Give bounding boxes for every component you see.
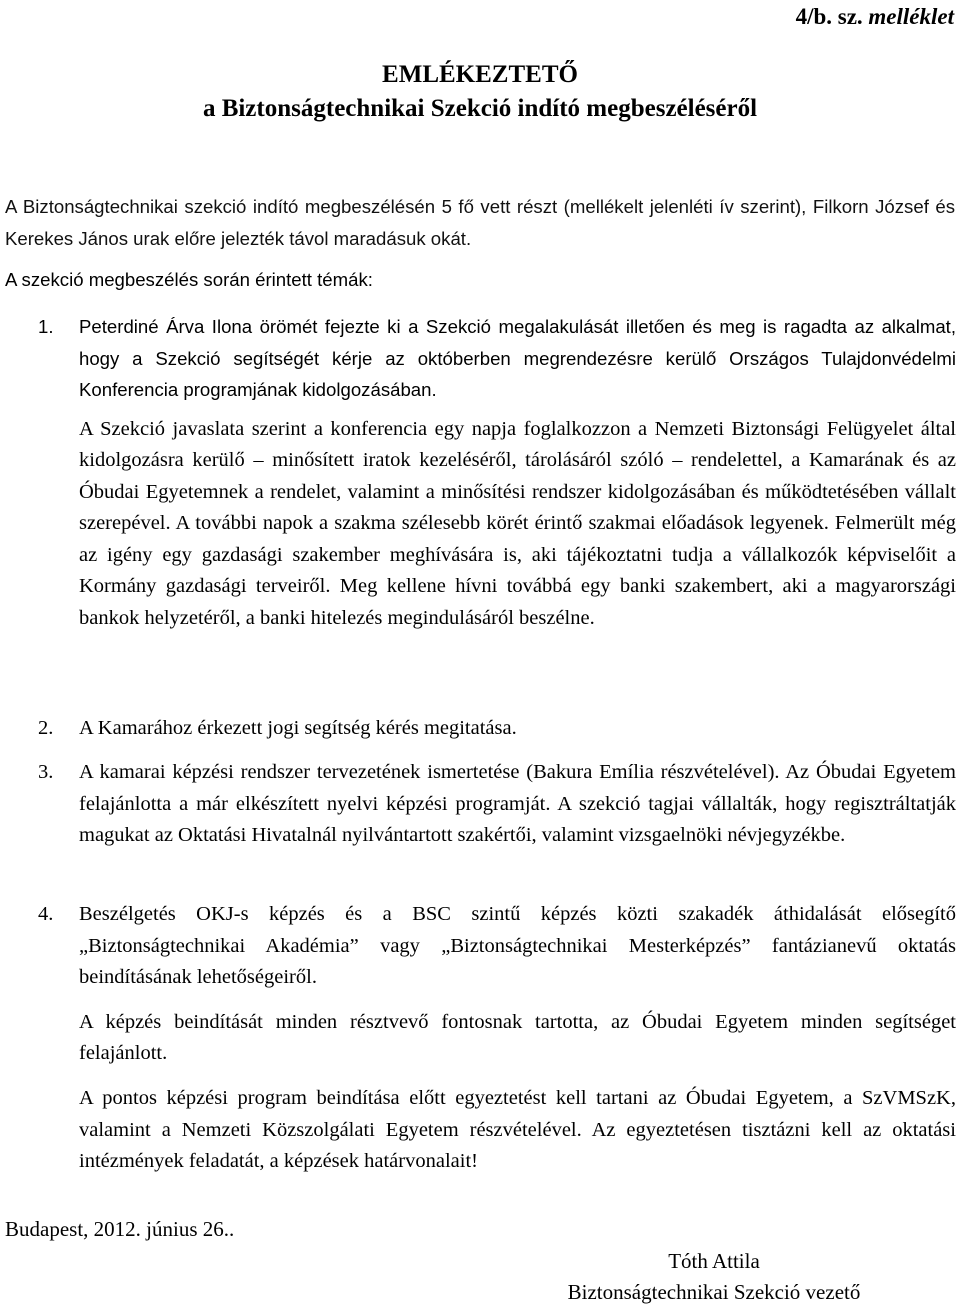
topic-paragraph: A képzés beindítását minden résztvevő fontosnak tartotta, az Óbudai Egyetem minden segítséget felajánlott. <box>79 1010 956 1065</box>
topic-paragraph: A kamarai képzési rendszer tervezetének ismertetése (Bakura Emília részvételével). Az Óbudai Egyetem felajánlotta a már elkészített nyelvi képzési programját. A szekció tagjai vállalták, hogy regisztráltatják magukat az Oktatási Hivatalnál nyilvántartott szakértői, valamint vizsgaelnöki névjegyzékbe. <box>79 761 956 847</box>
topic-paragraph: Peterdiné Árva Ilona örömét fejezte ki a Szekció megalakulását illetően és meg is ragadta az alkalmat, hogy a Szekció segítségét kérje az októberben megrendezésre kerülő Országos Tulajdonvédelmi Konferencia programjának kidolgozásában. <box>79 316 956 401</box>
topics-heading: A szekció megbeszélés során érintett témák: <box>5 269 373 290</box>
document-title <box>0 58 960 126</box>
topic-number: 2. <box>38 717 54 739</box>
topic-paragraph: A Kamarához érkezett jogi segítség kérés megitatása. <box>79 717 517 739</box>
place-date: Budapest, 2012. június 26.. <box>5 1217 235 1241</box>
topic-item-4 <box>38 899 956 1178</box>
topic-item-2 <box>38 713 956 745</box>
topic-item-3 <box>38 757 956 852</box>
appendix-word: melléklet <box>868 4 954 29</box>
topic-item-1 <box>38 311 956 634</box>
signatory-name: Tóth Attila <box>668 1249 760 1273</box>
topic-paragraph: A pontos képzési program beindítása előtt egyeztetést kell tartani az Óbudai Egyetem, a SzVMSzK, valamint a Nemzeti Közszolgálati Egyetem részvételével. Az egyeztetésen tisztázni kell az oktatási intézmények feladatát, a képzések határvonalait! <box>79 1086 956 1173</box>
title-line-1: EMLÉKEZTETŐ <box>382 61 578 88</box>
topic-number: 3. <box>38 761 54 783</box>
topic-number: 1. <box>38 316 54 337</box>
appendix-label <box>796 2 954 32</box>
appendix-number: 4/b. sz. <box>795 4 863 29</box>
intro-paragraph <box>5 191 955 254</box>
intro-text: A Biztonságtechnikai szekció indító megbeszélésén 5 fő vett részt (mellékelt jelenléti ív szerint), Filkorn József és Kerekes János urak előre jelezték távol maradásuk okát. <box>5 196 955 249</box>
topic-paragraph: Beszélgetés OKJ-s képzés és a BSC szintű képzés közti szakadék áthidalását elősegítő „Biztonságtechnikai Akadémia” vagy „Biztonságtechnikai Mesterképzés” fantázianevű oktatás beindításának lehetőségeiről. <box>79 903 956 989</box>
topic-number: 4. <box>38 903 54 925</box>
signature-block <box>534 1246 894 1308</box>
topic-paragraph: A Szekció javaslata szerint a konferencia egy napja foglalkozzon a Nemzeti Biztonsági Felügyelet által kidolgozásra kerülő – minősített iratok kezeléséről, tárolásáról szóló – rendelettel, a Kamarának és az Óbudai Egyetemnek a rendelet, valamint a minősítési rendszer kidolgozásában és működtetésében vállalt szerepével. A további napok a szakma szélesebb körét érintő szakmai előadások legyenek. Felmerült még az igény egy gazdasági szakember meghívására is, aki tájékoztatni tudja a vállalkozók képviselőit a Kormány gazdasági terveiről. Meg kellene hívni továbbá egy banki szakembert, aki a magyarországi bankok helyzetéről, a banki hitelezés megindulásáról beszélne. <box>79 417 956 629</box>
signatory-role: Biztonságtechnikai Szekció vezető <box>567 1280 861 1304</box>
title-line-2: a Biztonságtechnikai Szekció indító megbeszéléséről <box>202 95 758 122</box>
